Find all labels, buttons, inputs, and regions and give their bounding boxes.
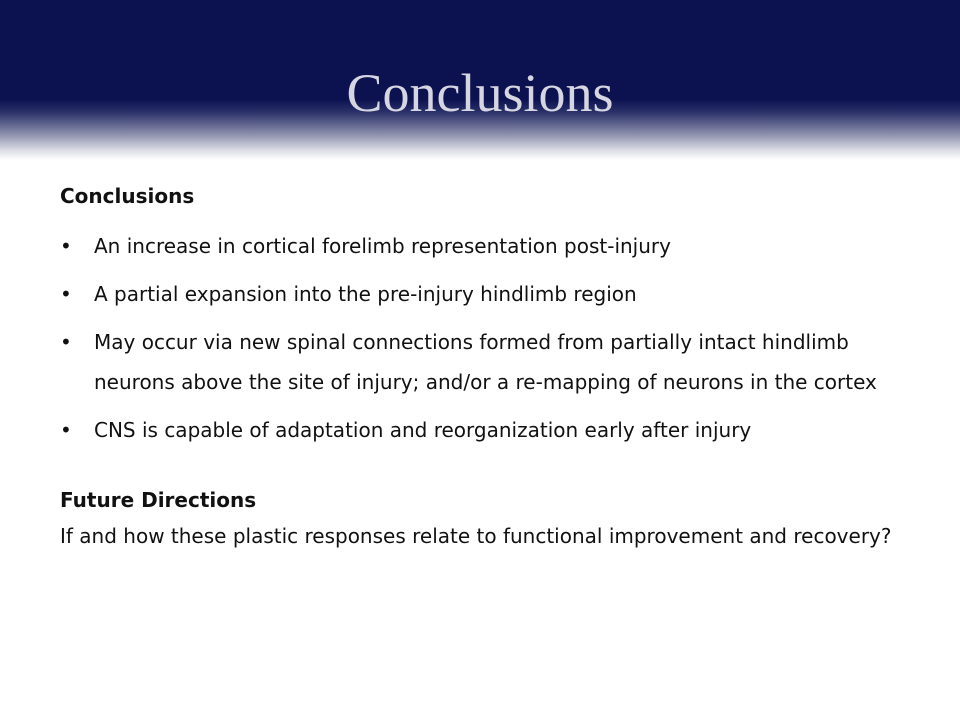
bullet-icon: • [60, 418, 72, 442]
bullet-icon: • [60, 234, 72, 258]
bullet-text: CNS is capable of adaptation and reorganization early after injury [94, 418, 752, 442]
slide-content [60, 180, 900, 556]
list-item [60, 410, 900, 450]
future-directions-heading: Future Directions [60, 488, 257, 512]
list-item [60, 226, 900, 266]
list-item [60, 322, 900, 402]
list-item [60, 274, 900, 314]
slide-title: Conclusions [346, 63, 614, 123]
future-directions-text: If and how these plastic responses relate to functional improvement and recovery? [60, 524, 892, 548]
bullet-text: A partial expansion into the pre-injury hindlimb region [94, 282, 637, 306]
bullet-text: An increase in cortical forelimb representation post-injury [94, 234, 671, 258]
conclusions-list [60, 226, 900, 450]
bullet-icon: • [60, 282, 72, 306]
conclusions-heading: Conclusions [60, 184, 195, 208]
bullet-text: May occur via new spinal connections formed from partially intact hindlimb neurons above the site of injury; and/or a re-mapping of neurons in the cortex [94, 330, 877, 394]
bullet-icon: • [60, 330, 72, 354]
